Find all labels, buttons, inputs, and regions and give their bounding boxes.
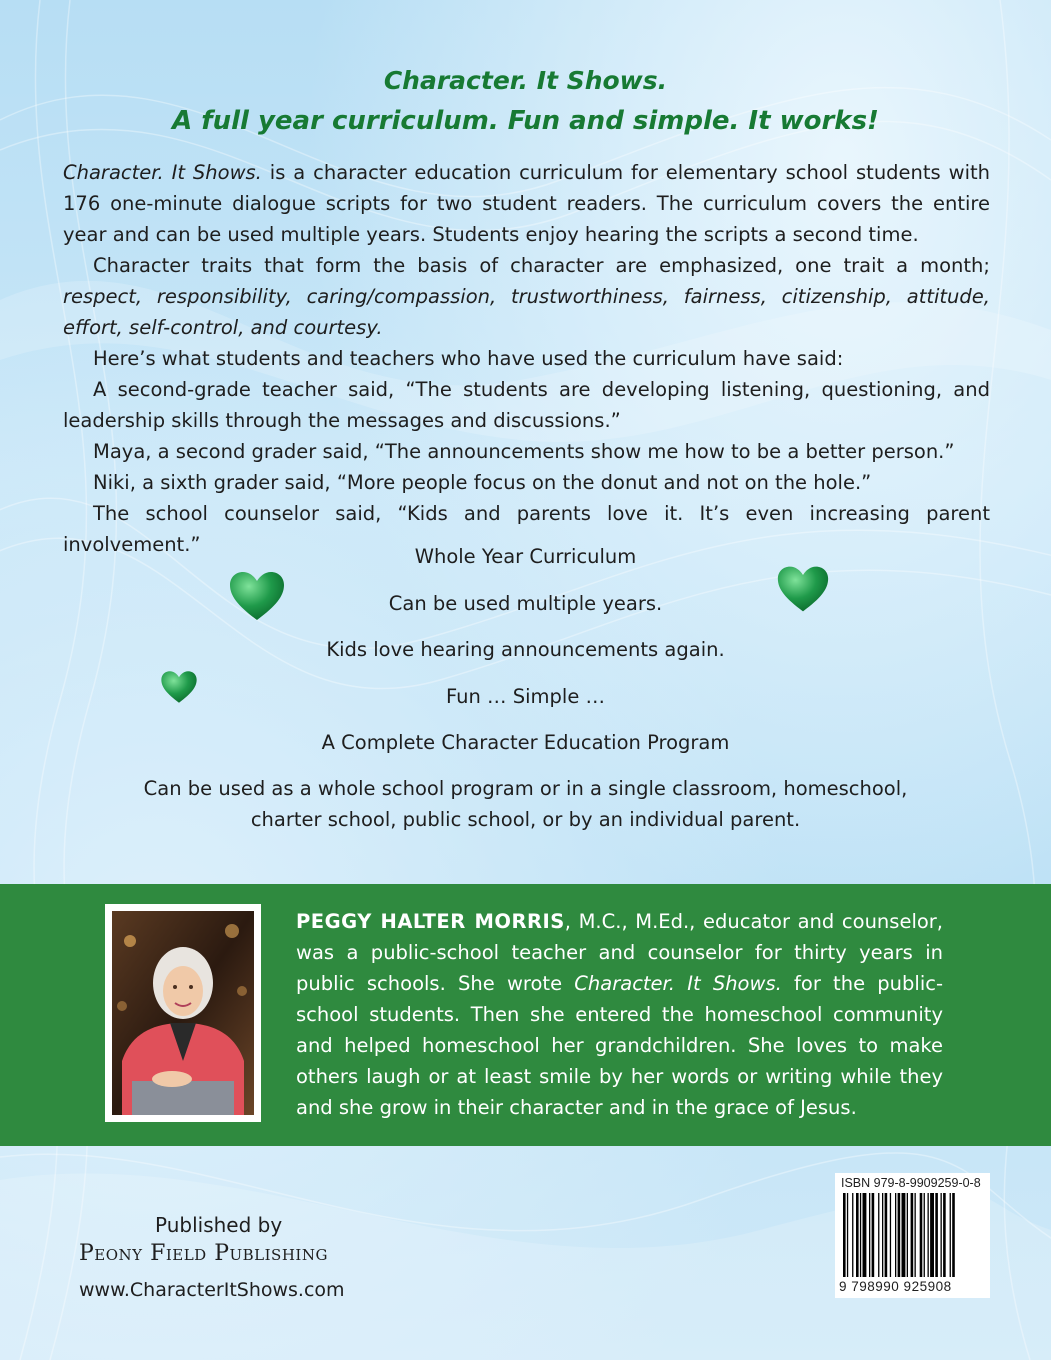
author-photo-frame	[105, 904, 261, 1122]
feature-line: Can be used multiple years.	[388, 592, 663, 615]
traits-paragraph	[63, 250, 990, 343]
isbn-barcode-block	[835, 1173, 990, 1298]
usage-line-2: charter school, public school, or by an individual parent.	[250, 808, 801, 831]
testimonials-intro: Here’s what students and teachers who have used the curriculum have said:	[93, 347, 844, 370]
barcode-number: 9 798990 925908	[839, 1279, 952, 1294]
intro-paragraph	[63, 157, 990, 250]
feature-line: Fun … Simple …	[445, 685, 606, 708]
headline-tagline: A full year curriculum. Fun and simple. It works!	[172, 106, 879, 136]
heart-icon	[228, 570, 286, 622]
headline-title: Character. It Shows.	[383, 66, 668, 95]
author-name: PEGGY HALTER MORRIS	[296, 910, 565, 933]
heart-icon	[776, 564, 830, 614]
publisher-name: Peony Field Publishing	[79, 1241, 328, 1266]
published-by-label: Published by	[155, 1213, 283, 1237]
heart-icon	[160, 670, 198, 704]
description-body	[63, 157, 990, 560]
barcode-icon	[843, 1193, 983, 1277]
author-bio	[296, 906, 943, 1123]
testimonial-maya: Maya, a second grader said, “The announcements show me how to be a better person.”	[93, 440, 955, 463]
usage-line-1: Can be used as a whole school program or in a single classroom, homeschool,	[143, 777, 908, 800]
intro-text: is a character education curriculum for elementary school students with 176 one-minute dialogue scripts for two student readers. The curriculum covers the entire year and can be used multiple years. Students enjoy hearing the scripts a second time.	[63, 161, 990, 246]
feature-line: Whole Year Curriculum	[414, 545, 637, 568]
testimonial-counselor: The school counselor said, “Kids and parents love it. It’s even increasing parent involvement.”	[63, 502, 990, 556]
author-photo	[112, 911, 254, 1115]
feature-line: Kids love hearing announcements again.	[326, 638, 725, 661]
traits-list: respect, responsibility, caring/compassion, trustworthiness, fairness, citizenship, attitude, effort, self-control, and courtesy.	[63, 285, 990, 339]
publisher-website: www.CharacterItShows.com	[79, 1279, 345, 1301]
book-title-inline: Character. It Shows.	[63, 161, 262, 184]
testimonial-teacher: A second-grade teacher said, “The students are developing listening, questioning, and leadership skills through the messages and discussions.”	[63, 378, 990, 432]
testimonial-niki: Niki, a sixth grader said, “More people focus on the donut and not on the hole.”	[93, 471, 872, 494]
author-bio-text-a: , M.C., M.Ed., educator and counselor, was a public-school teacher and counselor for thirty years in public schools. She wrote	[296, 910, 944, 995]
traits-lead: Character traits that form the basis of character are emphasized, one trait a month;	[93, 254, 990, 277]
feature-line: A Complete Character Education Program	[321, 731, 730, 754]
isbn-label: ISBN 979-8-9909259-0-8	[841, 1176, 981, 1190]
author-bio-text-b: for the public-school students. Then she entered the homeschool community and helped homeschool her grandchildren. She loves to make others laugh or at least smile by her words or writing while they and she grow in their character and in the grace of Jesus.	[296, 972, 943, 1119]
author-book-title: Character. It Shows.	[574, 972, 782, 995]
